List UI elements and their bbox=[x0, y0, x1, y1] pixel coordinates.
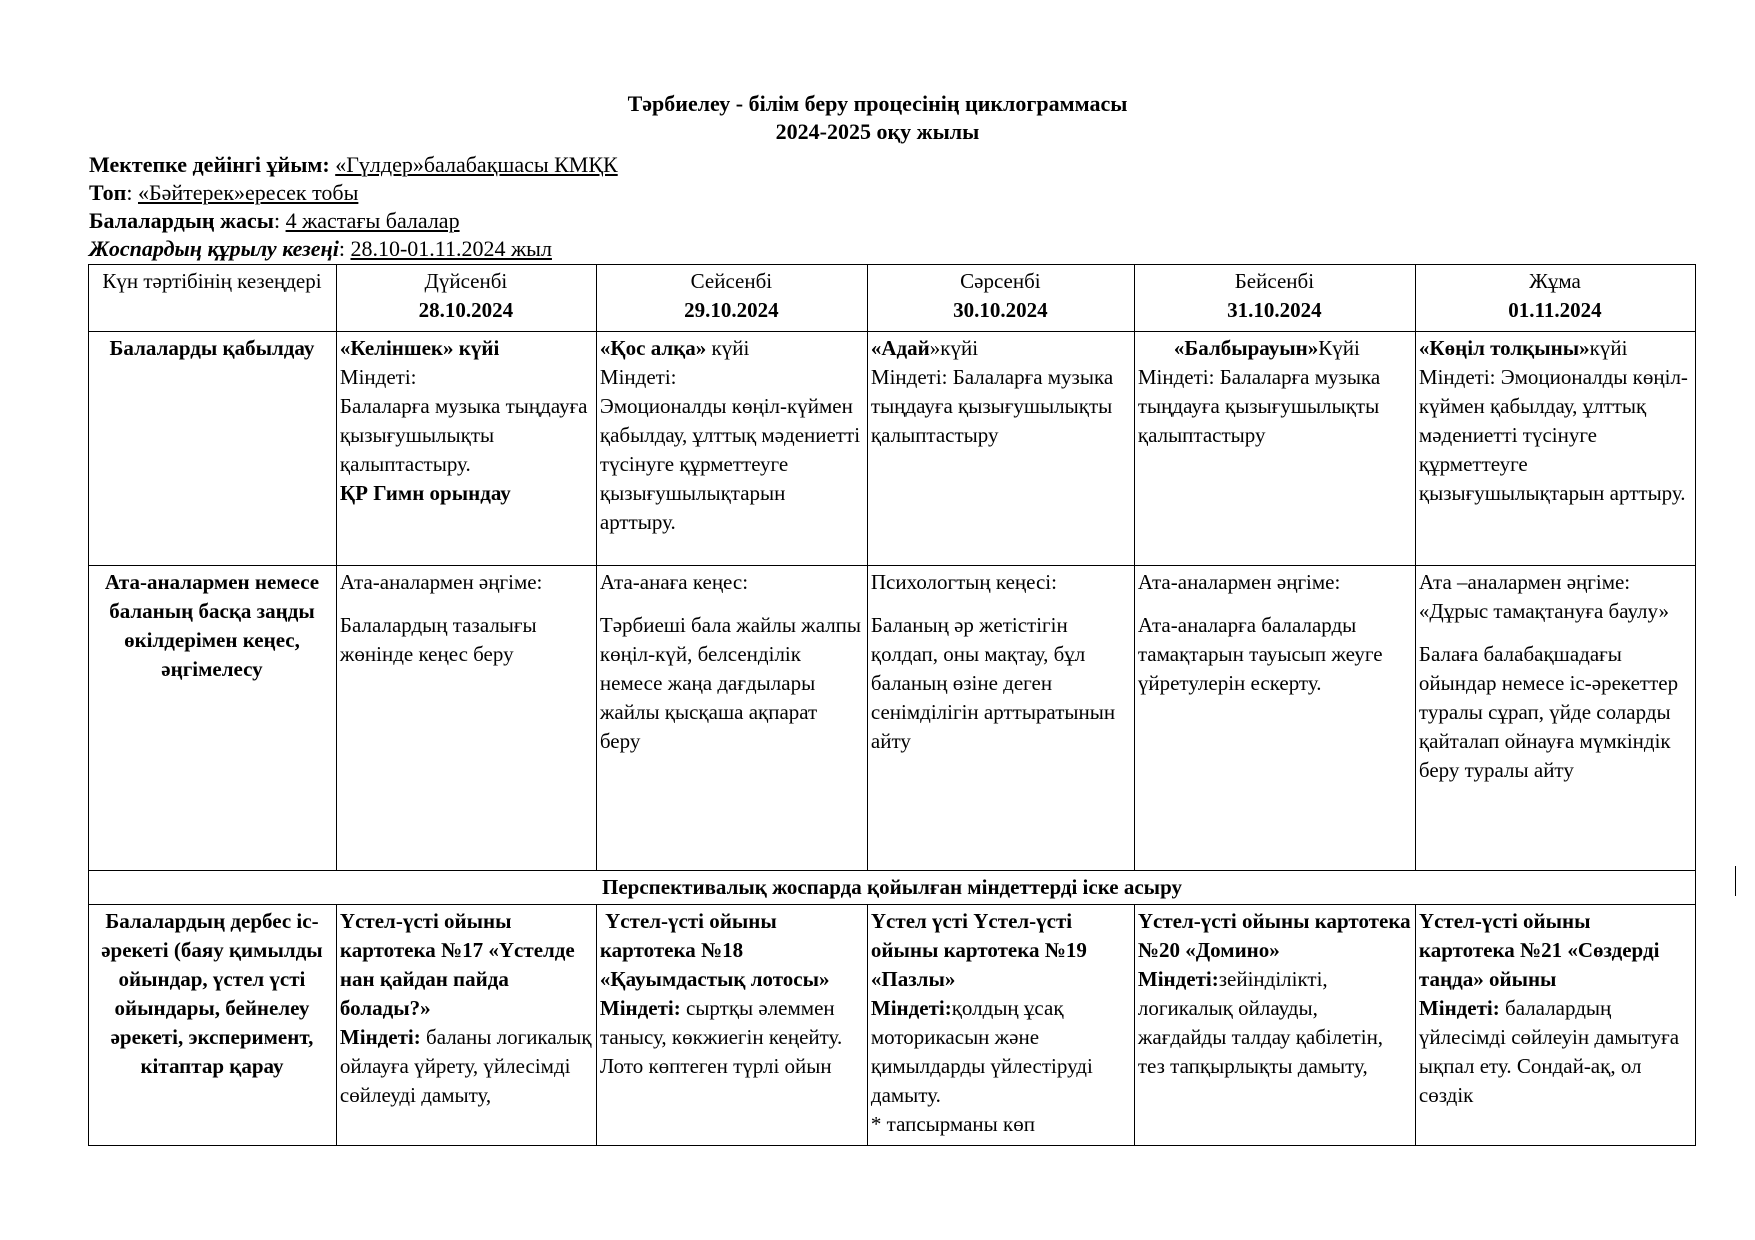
cell-activity-monday bbox=[336, 905, 596, 1146]
cell-parents-thursday bbox=[1134, 566, 1415, 871]
cell-text: Тәрбиеші бала жайлы жалпы көңіл-күй, белсенділік немесе жаңа дағдылары жайлы қысқаша ақпарат беру bbox=[599, 613, 862, 753]
day-date: 01.11.2024 bbox=[1508, 298, 1602, 322]
cell-text: Міндеті: Балаларға музыка тыңдауға қызығушылықты қалыптастыру bbox=[870, 365, 1114, 447]
cell-reception-monday bbox=[336, 332, 596, 566]
cell-title: Ата –аналармен әңгіме: «Дұрыс тамақтануға баулу» bbox=[1418, 570, 1670, 623]
spacer bbox=[1138, 597, 1411, 611]
org-value: «Гүлдер»балабақшасы КМҚК bbox=[335, 152, 618, 177]
cell-activity-wednesday bbox=[867, 905, 1134, 1146]
cell-text: зейінділікті, логикалық ойлауды, жағдайды талдау қабілетін, тез тапқырлықты дамыту, bbox=[1137, 967, 1384, 1078]
day-name: Жұма bbox=[1529, 269, 1581, 293]
spacer bbox=[871, 597, 1130, 611]
cell-activity-tuesday bbox=[596, 905, 867, 1146]
table-header-row bbox=[89, 265, 1696, 332]
academic-year: 2024-2025 оқу жылы bbox=[775, 119, 980, 144]
cell-reception-thursday bbox=[1134, 332, 1415, 566]
cell-task-label: Міндеті: bbox=[870, 996, 952, 1020]
row-head-parents: Ата-аналармен немесе баланың басқа заңды өкілдерімен кеңес, әңгімелесу bbox=[89, 566, 337, 871]
cell-task-label: Міндеті: bbox=[1137, 967, 1219, 991]
cell-task-label: Міндеті: bbox=[599, 996, 681, 1020]
meta-period bbox=[89, 235, 552, 263]
cell-title: «Келіншек» күйі bbox=[339, 336, 500, 360]
row-head-activity: Балалардың дербес іс-әрекеті (баяу қимылды ойындар, үстел үсті ойындары, бейнелеу әрекеті, эксперимент, кітаптар қарау bbox=[89, 905, 337, 1146]
day-name: Дүйсенбі bbox=[424, 269, 508, 293]
age-value: 4 жастағы балалар bbox=[285, 208, 460, 233]
cell-text: қолдың ұсақ моторикасын және қимылдарды үйлестіруді дамыту. bbox=[870, 996, 1093, 1107]
cell-title: «Балбырауын» bbox=[1173, 336, 1319, 360]
cell-parents-wednesday bbox=[867, 566, 1134, 871]
cell-parents-friday bbox=[1415, 566, 1695, 871]
cell-title: «Қос алқа» bbox=[599, 336, 707, 360]
cell-reception-wednesday bbox=[867, 332, 1134, 566]
meta-group bbox=[89, 179, 358, 207]
cell-title-rest: Күйі bbox=[1318, 336, 1360, 360]
cell-reception-tuesday bbox=[596, 332, 867, 566]
period-value: 28.10-01.11.2024 жыл bbox=[350, 236, 552, 261]
band-perspective-plan: Перспективалық жоспарда қойылған міндеттерді іске асыру bbox=[89, 871, 1696, 905]
day-name: Сәрсенбі bbox=[960, 269, 1041, 293]
period-sep: : bbox=[338, 236, 345, 261]
age-sep: : bbox=[273, 208, 281, 233]
cell-title: Ата-аналармен әңгіме: bbox=[1137, 570, 1341, 594]
day-date: 31.10.2024 bbox=[1227, 298, 1322, 322]
row-head-reception: Балаларды қабылдау bbox=[89, 332, 337, 566]
cell-task-label: Міндеті: bbox=[1418, 996, 1500, 1020]
cell-title: Үстел үсті Үстел-үсті ойыны картотека №19 «Пазлы» bbox=[870, 909, 1087, 991]
cell-text: Балаға балабақшадағы ойындар немесе іс-әрекеттер туралы сұрап, үйде соларды қайталап ойнауға мүмкіндік беру туралы айту bbox=[1418, 642, 1679, 782]
cell-title: Үстел-үсті ойыны картотека №21 «Сөздерді таңда» ойыны bbox=[1418, 909, 1660, 991]
spacer bbox=[340, 597, 592, 611]
cell-parents-tuesday bbox=[596, 566, 867, 871]
header-day-thursday bbox=[1134, 265, 1415, 332]
cell-title: Психологтың кеңесі: bbox=[870, 570, 1057, 594]
org-label: Мектепке дейінгі ұйым: bbox=[89, 152, 330, 177]
cell-text: Міндеті: Эмоционалды көңіл-күймен қабылдау, ұлттық мәдениетті түсінуге құрметтеуге қызығушылықтарын арттыру. bbox=[1418, 365, 1688, 505]
header-day-monday bbox=[336, 265, 596, 332]
group-label: Топ bbox=[89, 180, 127, 205]
cell-text: Баланың әр жетістігін қолдап, оны мақтау, бұл баланың өзіне деген сенімділігін арттыратынын айту bbox=[870, 613, 1116, 753]
day-name: Сейсенбі bbox=[690, 269, 773, 293]
table-row-reception bbox=[89, 332, 1696, 566]
spacer bbox=[1419, 626, 1691, 640]
group-sep: : bbox=[126, 180, 133, 205]
cell-task-label: Міндеті: bbox=[599, 365, 677, 389]
meta-organization bbox=[89, 151, 618, 179]
day-date: 28.10.2024 bbox=[418, 298, 514, 322]
header-regime-label: Күн тәртібінің кезеңдері bbox=[102, 269, 322, 293]
cell-task-label: Міндеті: bbox=[339, 1025, 421, 1049]
cell-title-rest: »күйі bbox=[929, 336, 979, 360]
cell-title: Үстел-үсті ойыны картотека №17 «Үстелде нан қайдан пайда болады?» bbox=[339, 909, 575, 1020]
cell-title: Ата-аналармен әңгіме: bbox=[339, 570, 543, 594]
group-value: «Бәйтерек»ересек тобы bbox=[138, 180, 359, 205]
cell-text: Эмоционалды көңіл-күймен қабылдау, ұлттық мәдениетті түсінуге құрметтеуге қызығушылықтарын арттыру. bbox=[599, 394, 861, 534]
day-date: 30.10.2024 bbox=[953, 298, 1048, 322]
cell-task-label: Міндеті: bbox=[339, 365, 417, 389]
day-date: 29.10.2024 bbox=[684, 298, 779, 322]
header-day-wednesday bbox=[867, 265, 1134, 332]
cell-activity-friday bbox=[1415, 905, 1695, 1146]
cell-title: «Адай bbox=[870, 336, 930, 360]
header-day-tuesday bbox=[596, 265, 867, 332]
cell-text: Міндеті: Балаларға музыка тыңдауға қызығушылықты қалыптастыру bbox=[1137, 365, 1381, 447]
cell-parents-monday bbox=[336, 566, 596, 871]
cell-reception-friday bbox=[1415, 332, 1695, 566]
cell-activity-thursday bbox=[1134, 905, 1415, 1146]
cell-text: Ата-аналарға балаларды тамақтарын тауысып жеуге үйретулерін ескерту. bbox=[1137, 613, 1383, 695]
period-label: Жоспардың құрылу кезеңі bbox=[89, 236, 339, 261]
header-regime-cell bbox=[89, 265, 337, 332]
cell-text: Балалардың тазалығы жөнінде кеңес беру bbox=[339, 613, 537, 666]
cell-title: Үстел-үсті ойыны картотека №18 «Қауымдастық лотосы» bbox=[599, 909, 830, 991]
table-row-activity bbox=[89, 905, 1696, 1146]
cell-text: балалардың үйлесімді сөйлеуін дамытуға ықпал ету. Сондай-ақ, ол сөздік bbox=[1418, 996, 1680, 1107]
cell-text: баланы логикалық ойлауға үйрету, үйлесімді сөйлеуді дамыту, bbox=[339, 1025, 592, 1107]
cell-title-rest: күйі bbox=[1589, 336, 1628, 360]
cyclogram-table bbox=[88, 264, 1696, 1146]
day-name: Бейсенбі bbox=[1234, 269, 1315, 293]
cell-title-rest: күйі bbox=[706, 336, 750, 360]
cell-title: Ата-анаға кеңес: bbox=[599, 570, 749, 594]
cell-extra: ҚР Гимн орындау bbox=[339, 481, 511, 505]
cell-extra: * тапсырманы көп bbox=[870, 1112, 1035, 1136]
cell-text: сыртқы әлеммен танысу, көкжиегін кеңейту. Лото көптеген түрлі ойын bbox=[599, 996, 843, 1078]
table-band-row bbox=[89, 871, 1696, 905]
cell-title: «Көңіл толқыны» bbox=[1418, 336, 1590, 360]
spacer bbox=[600, 597, 863, 611]
age-label: Балалардың жасы bbox=[89, 208, 274, 233]
cell-text: Балаларға музыка тыңдауға қызығушылықты қалыптастыру. bbox=[339, 394, 588, 476]
cell-title: Үстел-үсті ойыны картотека №20 «Домино» bbox=[1137, 909, 1411, 962]
meta-age bbox=[89, 207, 460, 235]
table-row-parents bbox=[89, 566, 1696, 871]
document-title: Тәрбиелеу - білім беру процесінің циклограммасы bbox=[627, 91, 1128, 116]
table-edge-mark bbox=[1735, 866, 1736, 896]
header-day-friday bbox=[1415, 265, 1695, 332]
